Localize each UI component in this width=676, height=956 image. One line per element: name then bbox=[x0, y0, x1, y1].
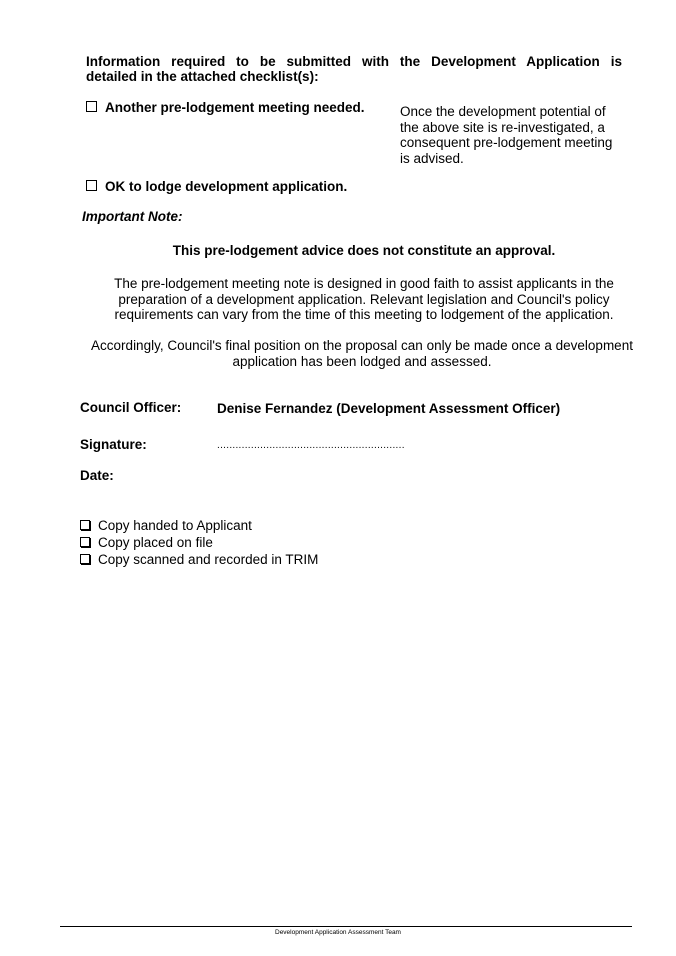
copy-item-label: Copy placed on file bbox=[98, 535, 213, 550]
copy-item-label: Copy handed to Applicant bbox=[98, 518, 252, 533]
copy-item-file[interactable] bbox=[80, 534, 318, 551]
intro-line-2: detailed in the attached checklist(s): bbox=[86, 69, 319, 84]
important-note-heading: Important Note: bbox=[82, 209, 183, 224]
advice-line-2: the above site is re-investigated, a bbox=[400, 119, 605, 135]
option-ok-to-lodge[interactable] bbox=[86, 179, 347, 194]
para1-line-1: The pre-lodgement meeting note is designed in good faith to assist applicants in the bbox=[114, 276, 614, 291]
checkbox-copy-applicant[interactable] bbox=[80, 520, 90, 530]
officer-label: Council Officer: bbox=[80, 400, 182, 415]
para2-line-1: Accordingly, Council's final position on the proposal can only be made once a development bbox=[91, 338, 633, 353]
checkbox-ok-to-lodge[interactable] bbox=[86, 180, 97, 191]
officer-value: Denise Fernandez (Development Assessment Officer) bbox=[217, 401, 561, 416]
para2-line-2: application has been lodged and assessed. bbox=[232, 353, 492, 369]
checkbox-copy-trim[interactable] bbox=[80, 554, 90, 564]
copy-list bbox=[80, 517, 318, 568]
footer-text: Development Application Assessment Team bbox=[275, 929, 401, 936]
footer-divider bbox=[60, 926, 632, 927]
advice-line-4: is advised. bbox=[400, 150, 464, 166]
important-note-statement: This pre-lodgement advice does not constitute an approval. bbox=[172, 243, 556, 258]
signature-line: ............................................................. bbox=[217, 440, 405, 451]
option-ok-to-lodge-label: OK to lodge development application. bbox=[105, 179, 348, 194]
advice-line-1: Once the development potential of bbox=[400, 104, 606, 119]
important-note-para-2 bbox=[0, 338, 676, 369]
intro-line-1: Information required to be submitted with the Development Application is bbox=[86, 54, 622, 69]
copy-item-applicant[interactable] bbox=[80, 517, 318, 534]
option-another-meeting[interactable] bbox=[86, 100, 365, 115]
copy-item-trim[interactable] bbox=[80, 551, 318, 568]
signature-label: Signature: bbox=[80, 437, 147, 452]
para1-line-3: requirements can vary from the time of this meeting to lodgement of the application. bbox=[114, 307, 614, 322]
intro-text bbox=[86, 54, 622, 84]
advice-line-3: consequent pre-lodgement meeting bbox=[400, 135, 613, 150]
copy-item-label: Copy scanned and recorded in TRIM bbox=[98, 552, 319, 567]
date-label: Date: bbox=[80, 468, 114, 483]
important-note-para-1 bbox=[0, 276, 676, 323]
para1-line-2: preparation of a development application. Relevant legislation and Council's policy bbox=[118, 291, 610, 307]
option-another-meeting-label: Another pre-lodgement meeting needed. bbox=[105, 100, 365, 115]
advice-text bbox=[400, 104, 612, 166]
checkbox-another-meeting[interactable] bbox=[86, 101, 97, 112]
checkbox-copy-file[interactable] bbox=[80, 537, 90, 547]
